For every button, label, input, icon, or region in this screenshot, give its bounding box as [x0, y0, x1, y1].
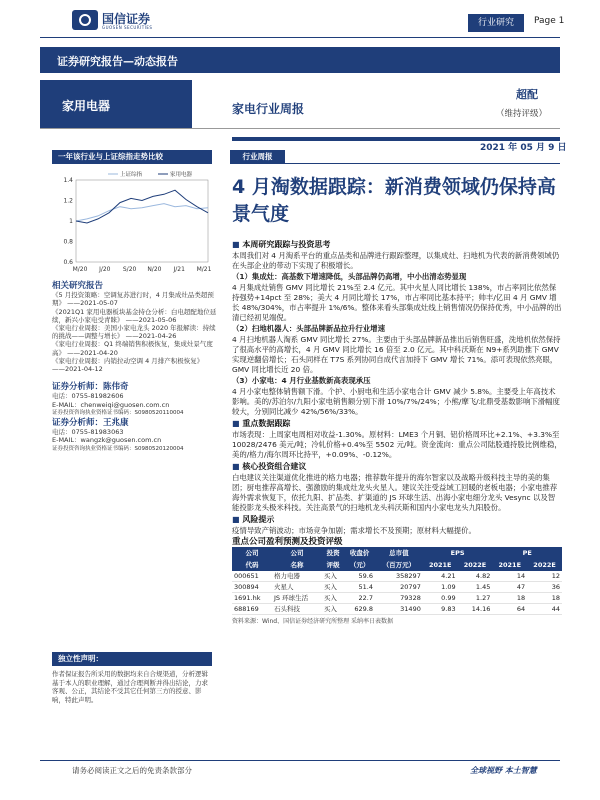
table-cell: 12: [527, 571, 562, 582]
table-cell: 22.7: [344, 593, 375, 604]
analyst-cert: 证券投资咨询执业资格证书编码：S0980520120004: [52, 445, 184, 452]
trend-chart: [52, 166, 214, 278]
table-row: [232, 593, 562, 604]
forecast-table: [232, 547, 562, 615]
related-item[interactable]: 《2021Q1 家用电器板块基金持仓分析：白电超配地位延续，新兴小家电受青睐》 ——2021-05-06: [52, 307, 217, 324]
section-heading: 重点数据跟踪: [242, 419, 291, 428]
legend-label: 上证综指: [120, 172, 143, 178]
x-tick-label: S/20: [122, 266, 137, 273]
table-cell: 1.27: [458, 593, 493, 604]
subheading: （2）扫地机器人：头部品牌新品拉升行业增速: [232, 324, 385, 333]
table-row: [232, 604, 562, 615]
th: （元）: [344, 559, 375, 571]
table-cell: JS 环球生活: [272, 593, 322, 604]
th: 2022E: [527, 559, 562, 571]
email-label: E-MAIL：: [52, 400, 81, 409]
th: 公司: [232, 547, 272, 559]
table-cell: 47: [492, 582, 527, 593]
section-heading: 核心投资组合建议: [242, 462, 307, 471]
paragraph: 4 月小家电整体销售额下滑。个护、小厨电和生活小家电合计 GMV 减少 5.8%。主要受上年高技术影响。美的/苏泊尔/九阳小家电销售额分别下滑 10%/7%/24%；小熊/摩飞/北鼎受基数影响下滑幅度较大，分别同比减少 42%/56%/33%。: [232, 387, 560, 416]
logo-icon: [72, 10, 98, 30]
table-cell: 14.16: [458, 604, 493, 615]
table-cell: 买入: [322, 582, 344, 593]
th: 名称: [272, 559, 322, 571]
bullet-icon: ■: [232, 515, 243, 524]
series-line: [76, 204, 208, 221]
x-tick-label: J/20: [99, 266, 111, 273]
footer-disclaimer: 请务必阅读正文之后的免责条款部分: [72, 766, 192, 775]
th: 代码: [232, 559, 272, 571]
table-cell: 31490: [375, 604, 423, 615]
phone-label: 电话：: [52, 392, 72, 401]
table-cell: 36: [527, 582, 562, 593]
table-cell: 1.09: [423, 582, 458, 593]
chart-heading: 一年该行业与上证综指走势比较: [52, 150, 212, 164]
th: 2022E: [458, 559, 493, 571]
th: PE: [492, 547, 562, 559]
th: 2021E: [423, 559, 458, 571]
table-cell: 64: [492, 604, 527, 615]
analyst-name: 证券分析师：陈伟奇: [52, 382, 129, 393]
table-cell: 4.82: [458, 571, 493, 582]
y-tick-label: 1: [69, 218, 73, 225]
page-title: 4 月淘数据跟踪：新消费领域仍保持高景气度: [232, 176, 556, 225]
th: 评级: [322, 559, 344, 571]
th: EPS: [423, 547, 493, 559]
table-cell: 14: [492, 571, 527, 582]
paragraph: 4 月扫地机器人淘系 GMV 同比增长 27%。主要由于头部品牌新品推出后销售旺盛，洗地机依然保持了很高水平的高增长，4 月 GMV 同比增长 16 倍至 2.0 亿元。其中科沃斯在 N9+系列助推下 GMV 实现逆翻倍增长；石头同样在 T7S 系列协同自成代言加持下 GMV 增长 71%。添可表现依然亮眼，GMV 同比增长近 20 倍。: [232, 335, 561, 374]
report-date: 2021 年 05 月 9 日: [480, 143, 567, 153]
table-cell: 买入: [322, 593, 344, 604]
related-item[interactable]: 《家电行业周报：内销拉动空调 4 月排产积极恢复》 ——2021-04-12: [52, 356, 204, 374]
disclaimer-heading: 独立性声明：: [52, 652, 212, 666]
subheading: （1）集成灶：高基数下增速降低，头部品牌仍高增，中小出清态势显现: [232, 272, 467, 281]
divider: [40, 128, 560, 129]
th: 2021E: [492, 559, 527, 571]
table-cell: 18: [492, 593, 527, 604]
related-heading: 相关研究报告: [52, 281, 104, 291]
rating-sub: （维持评级）: [496, 109, 548, 119]
logo-name: 国信证券: [102, 12, 151, 26]
category: 家用电器: [62, 99, 111, 113]
legend-label: 家用电器: [170, 172, 193, 178]
table-cell: 9.83: [423, 604, 458, 615]
table-cell: 629.8: [344, 604, 375, 615]
paragraph: 市场表现：上周家电周相对收益-1.30%。原材料：LME3 个月铜、铝价格周环比+2.1%、+3.3%至 10028/2476 美元/吨；冷轧价格+0.4%至 5502 元/吨。资金流向：重点公司陆股通持股比例维稳，美的/格力/海尔周环比持平，+0.09%、-0.12%。: [232, 430, 562, 459]
table-cell: 买入: [322, 571, 344, 582]
table-row: [232, 571, 562, 582]
table-cell: 79328: [375, 593, 423, 604]
bullet-icon: ■: [232, 419, 243, 428]
page-number: Page 1: [534, 16, 565, 26]
x-tick-label: J/21: [173, 266, 185, 273]
phone-label: 电话：: [52, 428, 72, 437]
bullet-icon: ■: [232, 462, 243, 471]
banner-text: 证券研究报告—动态报告: [57, 55, 178, 68]
table-cell: 51.4: [344, 582, 375, 593]
table-cell: 18: [527, 593, 562, 604]
header-tag: 行业研究: [468, 14, 524, 32]
table-cell: 1691.hk: [232, 593, 272, 604]
related-item[interactable]: 《家电行业周报：Q1 终端销售积极恢复，集成灶景气度高》 ——2021-04-20: [52, 340, 213, 357]
paragraph: 白电建议关注渠道优化推进的格力电器；推荐数年提升的海尔智家以及战略升级科技主导的美的集团；厨电推荐高增长、强激励的集成灶龙头火星人。建议关注受益域工回暖的老板电器；小家电推荐海外需求恢复下，依托九阳、扩品类、扩渠道的 JS 环球生活、出海小家电细分龙头 Vesync 以及智能投影龙头极米科技。关注高景气的扫地机龙头科沃斯和国内小家电龙头九阳股份。: [232, 473, 558, 512]
table-cell: 358297: [375, 571, 423, 582]
divider: [285, 163, 560, 164]
table-cell: 格力电器: [272, 571, 322, 582]
related-item[interactable]: 《5 月投资策略：空调复苏进行时，4 月集成灶品类超预期》 ——2021-05-07: [52, 291, 214, 308]
th: 收盘价: [344, 547, 375, 559]
week-tag: 行业周报: [230, 150, 285, 164]
analyst-phone: 0755-81983063: [71, 428, 124, 437]
divider: [40, 760, 560, 761]
table-cell: 000651: [232, 571, 272, 582]
bullet-icon: ■: [232, 240, 243, 249]
table-cell: 59.6: [344, 571, 375, 582]
main-body: [232, 238, 562, 627]
paragraph: 4 月集成灶销售 GMV 同比增长 21%至 2.4 亿元。其中火星人同比增长 138%，市占率同比依然保持强势+14pct 至 28%；美大 4 月同比增长 17%，市占率同比基本持平；帅丰/亿田 4 月 GMV 增长 48%/304%，市占率提升 1%/6%。整体来看头部集成灶线上销售情况仍保持优秀，中小品牌的出清已经初见端倪。: [232, 283, 562, 322]
table-cell: 1.45: [458, 582, 493, 593]
disclaimer: 作者保证报告所采用的数据均来自合规渠道，分析逻辑基于本人的职业理解，通过合理判断并得出结论，力求客观、公正，其结论不受其它任何第三方的授意、影响，特此声明。: [52, 670, 208, 704]
table-row: [232, 582, 562, 593]
table-subheader: [232, 559, 562, 571]
email-label: E-MAIL：: [52, 436, 81, 445]
table-cell: 300894: [232, 582, 272, 593]
divider: [40, 37, 560, 38]
subheading: （3）小家电：4 月行业基数新高表现承压: [232, 376, 371, 385]
left-column: [52, 280, 217, 453]
y-tick-label: 1.2: [63, 197, 73, 205]
x-tick-label: N/20: [147, 266, 162, 273]
table-cell: 买入: [322, 604, 344, 615]
y-tick-label: 1.4: [63, 177, 73, 184]
table-cell: 688169: [232, 604, 272, 615]
paragraph: 本周我们对 4 月淘系平台的重点品类和品牌进行跟踪整理，以集成灶、扫地机为代表的新消费领域仍在头部企业的带动下实现了积极增长。: [232, 251, 560, 270]
table-cell: 20797: [375, 582, 423, 593]
y-tick-label: 0.6: [63, 259, 73, 266]
table-cell: 石头科技: [272, 604, 322, 615]
footer-slogan: 全球视野 本土智慧: [470, 766, 537, 775]
table-cell: 4.21: [423, 571, 458, 582]
analyst-email[interactable]: wangzk@guosen.com.cn: [80, 436, 162, 445]
table-header: [232, 547, 562, 559]
table-cell: 火星人: [272, 582, 322, 593]
section-heading: 本周研究跟踪与投资思考: [242, 240, 331, 249]
related-item[interactable]: 《家电行业周报：美国小家电龙头 2020 年报解读：持续的挑战——调整与增长》 ——2021-04-26: [52, 324, 216, 341]
table-source: 资料来源：Wind、国信证券经济研究所整理 采纳率日表数据: [232, 618, 393, 625]
paragraph: 疫情导致产销波动；市场竞争加剧；需求增长不及预期；原材料大幅提价。: [232, 526, 476, 535]
th: 投资: [322, 547, 344, 559]
section-heading: 风险提示: [242, 515, 275, 524]
analyst-phone: 0755-81982606: [71, 392, 124, 401]
analyst-name: 证券分析师：王兆康: [52, 418, 129, 429]
table-title: 重点公司盈利预测及投资评级: [232, 537, 343, 547]
table-cell: 0.99: [423, 593, 458, 604]
logo-en: GUOSEN SECURITIES: [102, 25, 153, 30]
y-tick-label: 0.8: [63, 238, 73, 246]
th: 总市值: [375, 547, 423, 559]
analyst-cert: 证券投资咨询执业资格证书编码：S0980520110004: [52, 409, 184, 416]
th: 公司: [272, 547, 322, 559]
x-tick-label: M/20: [72, 266, 88, 273]
th: （百万元）: [375, 559, 423, 571]
table-cell: 44: [527, 604, 562, 615]
analyst-email[interactable]: chenweiqi@guosen.com.cn: [80, 400, 170, 409]
report-type: 家电行业周报: [232, 102, 305, 116]
rating: 超配: [516, 88, 538, 101]
plot-frame: [76, 180, 208, 262]
x-tick-label: M/21: [196, 266, 212, 273]
